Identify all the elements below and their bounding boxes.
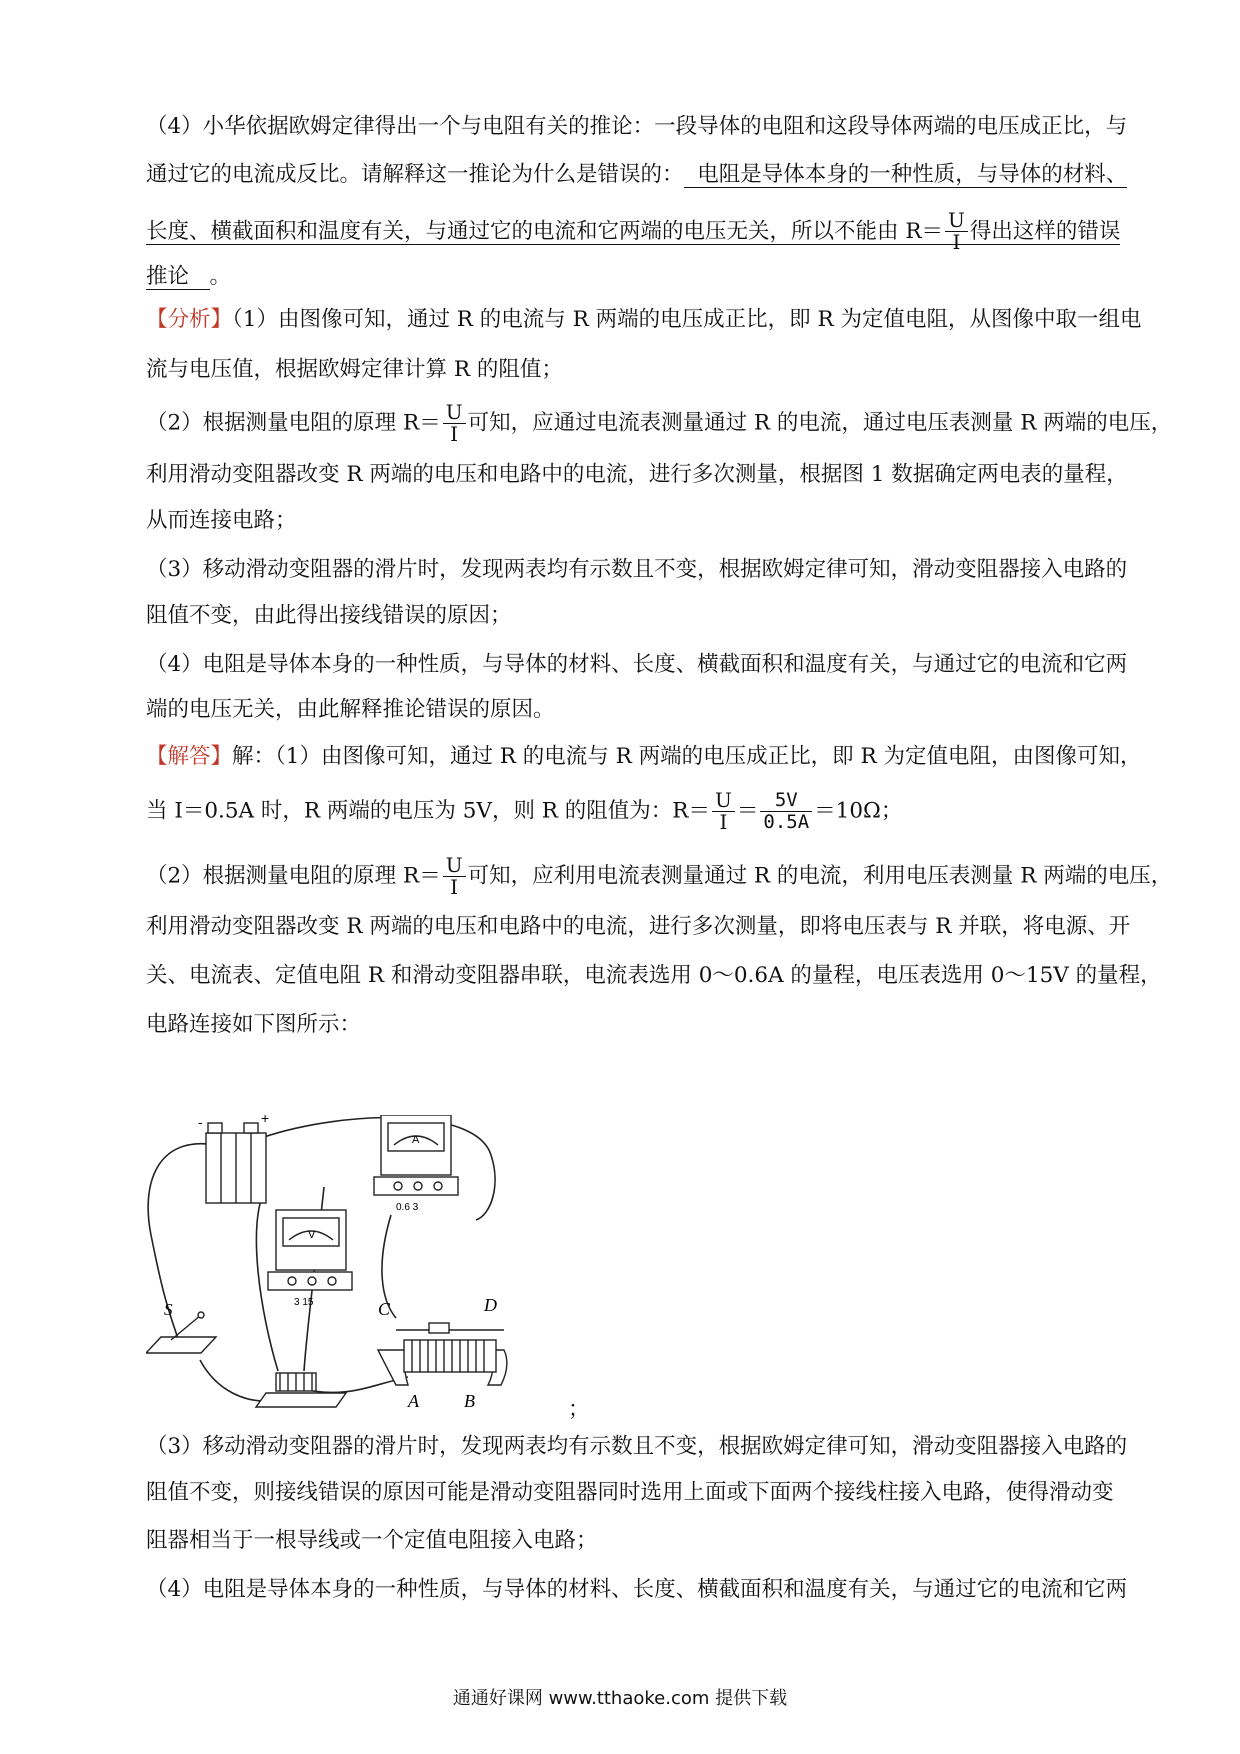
part4-answer-text: 得出这样的错误	[969, 218, 1121, 244]
analysis-line8: （4）电阻是导体本身的一种性质，与导体的材料、长度、横截面积和温度有关，与通过它的电流和它两	[146, 652, 1128, 677]
circuit-diagram	[146, 1115, 586, 1425]
analysis-line1	[146, 305, 1142, 335]
fraction-u-over-i	[443, 855, 466, 898]
fraction-5v-over-05a	[760, 790, 812, 833]
numerator: U	[443, 402, 466, 424]
figure-semicolon: ；	[568, 1397, 590, 1422]
answer-text: ＝10Ω；	[814, 798, 903, 824]
fraction-u-over-i	[712, 790, 735, 833]
fraction-u-over-i	[945, 210, 968, 253]
analysis-line4: 利用滑动变阻器改变 R 两端的电压和电路中的电流，进行多次测量，根据图 1 数据确定两电表的量程，	[146, 462, 1128, 487]
period: 。	[209, 264, 232, 289]
answer-line6: 电路连接如下图所示：	[146, 1012, 362, 1037]
answer-tag: 【解答】	[146, 744, 233, 769]
part4-answer	[684, 162, 1128, 188]
voltmeter-scale: 3 15	[294, 1297, 314, 1308]
answer-text: 解：（1）由图像可知，通过 R 的电流与 R 两端的电压成正比，即 R 为定值电阻，由图像可知，	[232, 744, 1142, 769]
analysis-line5: 从而连接电路；	[146, 508, 297, 533]
analysis-text: （1）由图像可知，通过 R 的电流与 R 两端的电压成正比，即 R 为定值电阻，从图像中取一组电	[232, 307, 1142, 332]
analysis-line6: （3）移动滑动变阻器的滑片时，发现两表均有示数且不变，根据欧姆定律可知，滑动变阻器接入电路的	[146, 557, 1128, 582]
analysis-line3	[146, 402, 1172, 445]
answer-line1	[146, 742, 1142, 772]
battery	[206, 1123, 266, 1203]
analysis-tag: 【分析】	[146, 307, 233, 332]
analysis-text: （2）根据测量电阻的原理 R＝	[146, 410, 441, 436]
numerator: U	[945, 210, 968, 232]
voltmeter	[268, 1210, 352, 1290]
terminal-d-label: D	[484, 1295, 497, 1315]
part4-text: 通过它的电流成反比。请解释这一推论为什么是错误的：	[146, 162, 684, 187]
footer-source: 通通好课网 www.tthaoke.com 提供下载	[452, 1688, 788, 1709]
part4-answer	[146, 264, 210, 290]
equals-sign: ＝	[736, 798, 759, 824]
switch	[146, 1312, 216, 1353]
voltmeter-label: V	[308, 1229, 316, 1241]
denominator: I	[719, 810, 728, 834]
switch-label: S	[164, 1300, 173, 1319]
part4-line2	[146, 160, 1127, 190]
plus-label: +	[261, 1115, 270, 1126]
terminal-b-label: B	[464, 1391, 475, 1411]
resistor	[256, 1373, 346, 1407]
answer-text: 可知，应利用电流表测量通过 R 的电流，利用电压表测量 R 两端的电压，	[467, 863, 1173, 889]
wire-battery-to-ammeter	[264, 1118, 495, 1220]
answer-line2	[146, 790, 902, 833]
terminal-a-label: A	[408, 1391, 419, 1411]
numerator: U	[712, 790, 735, 812]
part4-line4	[146, 262, 231, 292]
part4-answer-text: 电阻是导体本身的一种性质，与导体的材料、	[697, 162, 1128, 187]
part4-line1: （4）小华依据欧姆定律得出一个与电阻有关的推论：一段导体的电阻和这段导体两端的电压成正比，与	[146, 114, 1128, 139]
fraction-u-over-i	[443, 402, 466, 445]
numerator: 5V	[760, 790, 812, 812]
part4-answer-text: 推论	[146, 264, 190, 289]
minus-label: -	[198, 1115, 203, 1130]
analysis-line7: 阻值不变，由此得出接线错误的原因；	[146, 603, 512, 628]
part4-answer	[146, 208, 1121, 254]
rheostat	[378, 1323, 507, 1385]
answer-line9: 阻器相当于一根导线或一个定值电阻接入电路；	[146, 1528, 598, 1553]
denominator: I	[450, 422, 459, 446]
denominator: I	[450, 875, 459, 899]
analysis-line2: 流与电压值，根据欧姆定律计算 R 的阻值；	[146, 357, 563, 382]
answer-line4: 利用滑动变阻器改变 R 两端的电压和电路中的电流，进行多次测量，即将电压表与 R 并联，将电源、开	[146, 914, 1131, 939]
ammeter	[374, 1115, 458, 1195]
analysis-text: 可知，应通过电流表测量通过 R 的电流，通过电压表测量 R 两端的电压，	[467, 410, 1173, 436]
answer-line3	[146, 855, 1172, 898]
denominator: I	[952, 230, 961, 254]
terminal-c-label: C	[378, 1299, 391, 1319]
denominator: 0.5A	[763, 811, 810, 833]
part4-answer-text: 长度、横截面积和温度有关，与通过它的电流和它两端的电压无关，所以不能由 R＝	[146, 218, 944, 244]
numerator: U	[443, 855, 466, 877]
ammeter-label: A	[412, 1134, 420, 1146]
answer-text: 当 I＝0.5A 时，R 两端的电压为 5V，则 R 的阻值为：R＝	[146, 798, 710, 824]
ammeter-scale: 0.6 3	[396, 1202, 419, 1213]
analysis-line9: 端的电压无关，由此解释推论错误的原因。	[146, 697, 555, 722]
answer-line8: 阻值不变，则接线错误的原因可能是滑动变阻器同时选用上面或下面两个接线柱接入电路，使得滑动变	[146, 1480, 1114, 1505]
part4-line3	[146, 210, 1120, 253]
answer-line5: 关、电流表、定值电阻 R 和滑动变阻器串联，电流表选用 0～0.6A 的量程，电压表选用 0～15V 的量程，	[146, 963, 1162, 988]
answer-text: （2）根据测量电阻的原理 R＝	[146, 863, 441, 889]
answer-line10: （4）电阻是导体本身的一种性质，与导体的材料、长度、横截面积和温度有关，与通过它的电流和它两	[146, 1577, 1128, 1602]
answer-line7: （3）移动滑动变阻器的滑片时，发现两表均有示数且不变，根据欧姆定律可知，滑动变阻器接入电路的	[146, 1434, 1128, 1459]
